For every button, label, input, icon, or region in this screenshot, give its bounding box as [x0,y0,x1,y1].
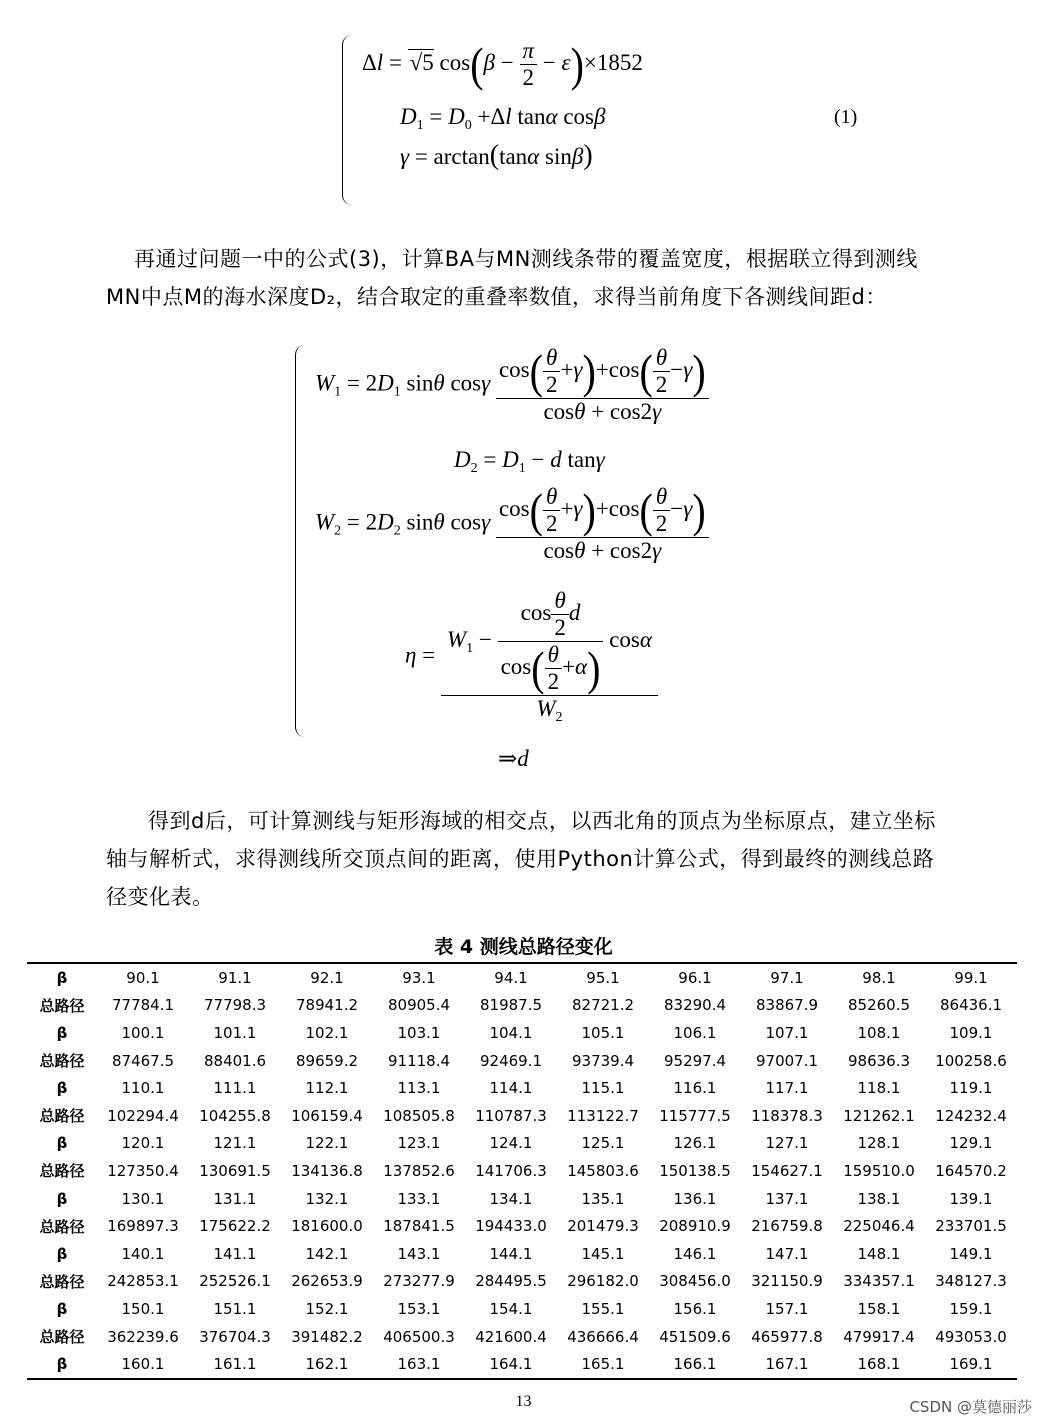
table-cell-path: 121262.1 [843,1106,915,1125]
table-cell-beta: 93.1 [402,968,436,987]
table-caption: 表 4 测线总路径变化 [434,936,613,958]
table-cell-beta: 168.1 [857,1355,901,1374]
table-cell-beta: 136.1 [673,1189,717,1208]
table-row-path [27,1157,1017,1185]
table-cell-path: 465977.8 [751,1327,823,1346]
row-header-beta: β [56,1134,68,1153]
table-cell-beta: 164.1 [489,1355,533,1374]
row-header-path: 总路径 [39,1272,85,1291]
table-cell-beta: 146.1 [673,1244,717,1263]
table-cell-beta: 138.1 [857,1189,901,1208]
equation-1-number: (1) [834,106,858,128]
table-cell-beta: 167.1 [765,1355,809,1374]
table-cell-path: 130691.5 [199,1161,271,1180]
table-cell-beta: 108.1 [857,1023,901,1042]
table-cell-beta: 166.1 [673,1355,717,1374]
table-cell-path: 80905.4 [387,996,451,1015]
table-cell-beta: 142.1 [305,1244,349,1263]
table-cell-path: 194433.0 [475,1217,547,1236]
table-cell-path: 89659.2 [295,1051,359,1070]
table-cell-beta: 92.1 [310,968,344,987]
table-cell-beta: 154.1 [489,1299,533,1318]
table-cell-path: 83290.4 [663,996,727,1015]
table-cell-path: 145803.6 [567,1161,639,1180]
equation-1-line-1: Δl = √5 cos(β − $\frac{\pi}{2}$ − ε)×1852 [362,36,643,91]
row-header-path: 总路径 [39,1107,85,1126]
table-cell-path: 124232.4 [935,1106,1007,1125]
table-cell-path: 87467.5 [111,1051,175,1070]
table-cell-path: 376704.3 [199,1327,271,1346]
table-cell-beta: 113.1 [397,1079,441,1098]
row-header-beta: β [56,968,68,987]
row-header-path: 总路径 [39,1328,85,1347]
table-cell-beta: 118.1 [857,1079,901,1098]
table-row-path [27,1102,1017,1130]
table-cell-path: 110787.3 [475,1106,547,1125]
table-cell-path: 233701.5 [935,1217,1007,1236]
row-header-path: 总路径 [39,996,85,1015]
table-cell-path: 77798.3 [203,996,267,1015]
table-cell-beta: 127.1 [765,1134,809,1153]
row-header-path: 总路径 [39,1217,85,1236]
table-cell-path: 108505.8 [383,1106,455,1125]
table-cell-beta: 143.1 [397,1244,441,1263]
table-row-path [27,1323,1017,1351]
table-cell-beta: 139.1 [949,1189,993,1208]
table-cell-path: 134136.8 [291,1161,363,1180]
table-cell-path: 391482.2 [291,1327,363,1346]
table-cell-beta: 114.1 [489,1079,533,1098]
table-cell-beta: 153.1 [397,1299,441,1318]
table-row-path [27,992,1017,1020]
table-cell-beta: 145.1 [581,1244,625,1263]
table-cell-beta: 110.1 [121,1079,165,1098]
table-cell-beta: 97.1 [770,968,804,987]
table-cell-path: 187841.5 [383,1217,455,1236]
table-row-beta [27,1019,1017,1047]
table-cell-beta: 157.1 [765,1299,809,1318]
table-row-beta [27,1185,1017,1213]
table-cell-beta: 98.1 [862,968,896,987]
table-row-path [27,1047,1017,1075]
table-cell-beta: 120.1 [121,1134,165,1153]
table-cell-beta: 116.1 [673,1079,717,1098]
table-cell-path: 100258.6 [935,1051,1007,1070]
table-cell-path: 118378.3 [751,1106,823,1125]
table-cell-beta: 125.1 [581,1134,625,1153]
equation-2-d2: $D_2 = D_1 - d$ tanγ [454,447,605,476]
table-cell-path: 81987.5 [479,996,543,1015]
table-cell-beta: 129.1 [949,1134,993,1153]
table-cell-beta: 103.1 [397,1023,441,1042]
table-cell-beta: 101.1 [213,1023,257,1042]
table-cell-path: 321150.9 [751,1272,823,1291]
table-row-beta [27,1074,1017,1102]
table-row-path [27,1212,1017,1240]
table-cell-beta: 152.1 [305,1299,349,1318]
table-cell-beta: 121.1 [213,1134,257,1153]
table-cell-path: 273277.9 [383,1272,455,1291]
table-cell-path: 137852.6 [383,1161,455,1180]
table-cell-beta: 161.1 [213,1355,257,1374]
table-row-beta [27,1130,1017,1158]
table-cell-beta: 156.1 [673,1299,717,1318]
table-cell-beta: 132.1 [305,1189,349,1208]
table-cell-path: 201479.3 [567,1217,639,1236]
table-cell-path: 208910.9 [659,1217,731,1236]
equation-2-brace [295,345,306,737]
equation-1-brace [342,35,353,205]
row-header-beta: β [56,1355,68,1374]
table-cell-path: 91118.4 [387,1051,451,1070]
table-cell-path: 86436.1 [939,996,1003,1015]
row-header-beta: β [56,1023,68,1042]
watermark: CSDN @莫德丽莎 [909,1398,1032,1416]
table-cell-path: 262653.9 [291,1272,363,1291]
table-cell-path: 252526.1 [199,1272,271,1291]
table-cell-path: 225046.4 [843,1217,915,1236]
table-cell-beta: 122.1 [305,1134,349,1153]
table-cell-beta: 91.1 [218,968,252,987]
table-cell-path: 97007.1 [755,1051,819,1070]
table-cell-beta: 155.1 [581,1299,625,1318]
table-cell-path: 164570.2 [935,1161,1007,1180]
table-cell-beta: 134.1 [489,1189,533,1208]
table-cell-path: 83867.9 [755,996,819,1015]
row-header-beta: β [56,1079,68,1098]
table-cell-beta: 169.1 [949,1355,993,1374]
paragraph-1: 再通过问题一中的公式(3)，计算BA与MN测线条带的覆盖宽度，根据联立得到测线MN中点M的海水深度D₂，结合取定的重叠率数值，求得当前角度下各测线间距d： [106,247,918,309]
equation-2-implies-d: ⇒d [498,746,529,771]
table-cell-beta: 137.1 [765,1189,809,1208]
table-cell-beta: 112.1 [305,1079,349,1098]
table-cell-beta: 94.1 [494,968,528,987]
table-cell-path: 242853.1 [107,1272,179,1291]
table-cell-beta: 158.1 [857,1299,901,1318]
table-cell-beta: 96.1 [678,968,712,987]
table-row-path [27,1268,1017,1296]
table-row-beta [27,1240,1017,1268]
table-cell-path: 115777.5 [659,1106,731,1125]
table-cell-beta: 131.1 [213,1189,257,1208]
table-cell-path: 95297.4 [663,1051,727,1070]
equation-2-eta: η = $W_1$ − cos $\frac{\theta}{2}$ d cos( $\frac{\theta}{2}$ +α) cosα $W_2$ [405,588,658,726]
table-cell-path: 348127.3 [935,1272,1007,1291]
row-header-path: 总路径 [39,1052,85,1071]
table-cell-beta: 95.1 [586,968,620,987]
table-cell-beta: 104.1 [489,1023,533,1042]
table-cell-path: 175622.2 [199,1217,271,1236]
equation-2-w2: $W_2 = 2D_2$ sinθ cosγ cos( $\frac{\theta}{2}$ +γ)+cos( $\frac{\theta}{2}$ −γ) cosθ + cos2γ [315,484,709,564]
table-cell-beta: 111.1 [213,1079,257,1098]
table-cell-beta: 115.1 [581,1079,625,1098]
table-cell-path: 98636.3 [847,1051,911,1070]
table-cell-beta: 130.1 [121,1189,165,1208]
table-cell-path: 85260.5 [847,996,911,1015]
table-cell-path: 406500.3 [383,1327,455,1346]
table-cell-path: 334357.1 [843,1272,915,1291]
table-cell-beta: 148.1 [857,1244,901,1263]
table-cell-path: 88401.6 [203,1051,267,1070]
table-cell-beta: 150.1 [121,1299,165,1318]
table-cell-path: 493053.0 [935,1327,1007,1346]
table-cell-path: 216759.8 [751,1217,823,1236]
table-cell-beta: 119.1 [949,1079,993,1098]
table-cell-path: 296182.0 [567,1272,639,1291]
table-cell-beta: 141.1 [213,1244,257,1263]
table-cell-path: 159510.0 [843,1161,915,1180]
table-cell-beta: 109.1 [949,1023,993,1042]
table-cell-path: 308456.0 [659,1272,731,1291]
table-row-beta [27,963,1017,992]
table-cell-path: 169897.3 [107,1217,179,1236]
table-cell-beta: 162.1 [305,1355,349,1374]
table-cell-path: 127350.4 [107,1161,179,1180]
table-cell-beta: 107.1 [765,1023,809,1042]
row-header-beta: β [56,1299,68,1318]
page-number: 13 [515,1393,532,1410]
table-cell-path: 154627.1 [751,1161,823,1180]
table-cell-beta: 163.1 [397,1355,441,1374]
equation-1-line-2: $D_1 = D_0 +\Delta l$ tanα cosβ [400,104,606,133]
table-cell-beta: 126.1 [673,1134,717,1153]
row-header-beta: β [56,1244,68,1263]
path-table [27,962,1017,1380]
table-cell-path: 436666.4 [567,1327,639,1346]
table-cell-beta: 90.1 [126,968,160,987]
table-cell-path: 451509.6 [659,1327,731,1346]
table-cell-beta: 159.1 [949,1299,993,1318]
table-cell-path: 181600.0 [291,1217,363,1236]
table-cell-beta: 106.1 [673,1023,717,1042]
row-header-path: 总路径 [39,1162,85,1181]
table-row-beta [27,1350,1017,1379]
table-cell-beta: 147.1 [765,1244,809,1263]
table-cell-beta: 100.1 [121,1023,165,1042]
table-cell-path: 141706.3 [475,1161,547,1180]
table-cell-path: 106159.4 [291,1106,363,1125]
table-cell-beta: 149.1 [949,1244,993,1263]
table-cell-path: 102294.4 [107,1106,179,1125]
table-cell-path: 92469.1 [479,1051,543,1070]
table-cell-path: 113122.7 [567,1106,639,1125]
table-cell-beta: 117.1 [765,1079,809,1098]
table-cell-path: 104255.8 [199,1106,271,1125]
table-cell-beta: 160.1 [121,1355,165,1374]
row-header-beta: β [56,1189,68,1208]
table-cell-path: 78941.2 [295,996,359,1015]
table-cell-path: 150138.5 [659,1161,731,1180]
table-cell-path: 284495.5 [475,1272,547,1291]
table-cell-beta: 105.1 [581,1023,625,1042]
table-cell-beta: 144.1 [489,1244,533,1263]
paragraph-2: 得到d后，可计算测线与矩形海域的相交点，以西北角的顶点为坐标原点，建立坐标轴与解析式，求得测线所交顶点间的距离，使用Python计算公式，得到最终的测线总路径变化表。 [106,809,936,909]
table-cell-beta: 135.1 [581,1189,625,1208]
table-cell-beta: 151.1 [213,1299,257,1318]
table-cell-beta: 140.1 [121,1244,165,1263]
table-cell-path: 82721.2 [571,996,635,1015]
table-cell-path: 93739.4 [571,1051,635,1070]
equation-2-w1: $W_1 = 2D_1$ sinθ cosγ cos( $\frac{\theta}{2}$ +γ)+cos( $\frac{\theta}{2}$ −γ) cosθ + cos2γ [315,345,709,425]
table-cell-beta: 99.1 [954,968,988,987]
table-cell-path: 362239.6 [107,1327,179,1346]
table-cell-path: 479917.4 [843,1327,915,1346]
table-cell-beta: 102.1 [305,1023,349,1042]
table-cell-beta: 128.1 [857,1134,901,1153]
table-row-beta [27,1295,1017,1323]
equation-1-line-3: γ = arctan(tanα sinβ) [400,140,593,171]
table-cell-path: 77784.1 [111,996,175,1015]
table-cell-beta: 165.1 [581,1355,625,1374]
table-cell-beta: 124.1 [489,1134,533,1153]
table-cell-beta: 133.1 [397,1189,441,1208]
table-cell-path: 421600.4 [475,1327,547,1346]
table-cell-beta: 123.1 [397,1134,441,1153]
